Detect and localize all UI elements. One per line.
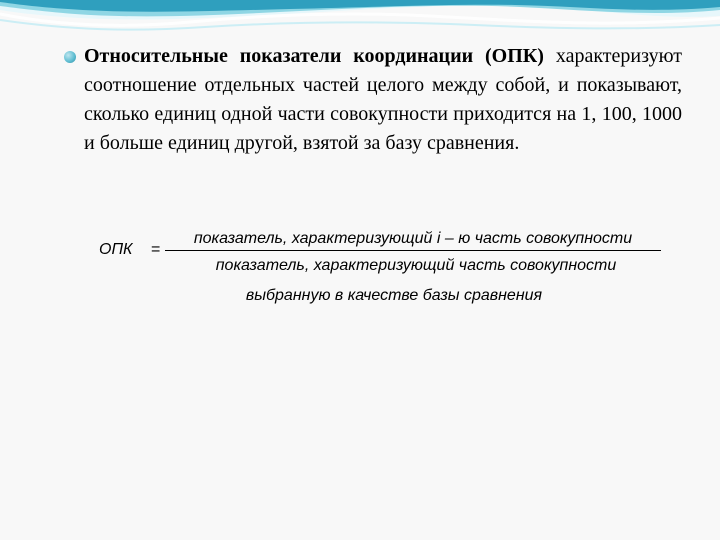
formula-numerator: показатель, характеризующий i – ю часть совокупности <box>193 230 633 247</box>
formula-denominator-line-1: показатель, характеризующий часть совокупности <box>215 257 617 274</box>
bullet-text <box>84 42 682 158</box>
formula-equals-sign: = <box>151 241 161 258</box>
bullet-strong-text: Относительные показатели координации (ОПК) <box>84 45 544 67</box>
bullet-rest-text: характеризуют соотношение отдельных частей целого между собой, и показывают, сколько единиц одной части совокупности приходится на 1, 100, 1000 и больше единиц другой, взятой за базу сравнения. <box>84 45 682 154</box>
formula-lhs: ОПК <box>99 241 133 258</box>
opk-formula <box>99 229 669 314</box>
fraction-bar <box>165 250 661 251</box>
formula-denominator-line-2: выбранную в качестве базы сравнения <box>245 287 543 304</box>
bullet-circle-icon <box>64 51 76 63</box>
